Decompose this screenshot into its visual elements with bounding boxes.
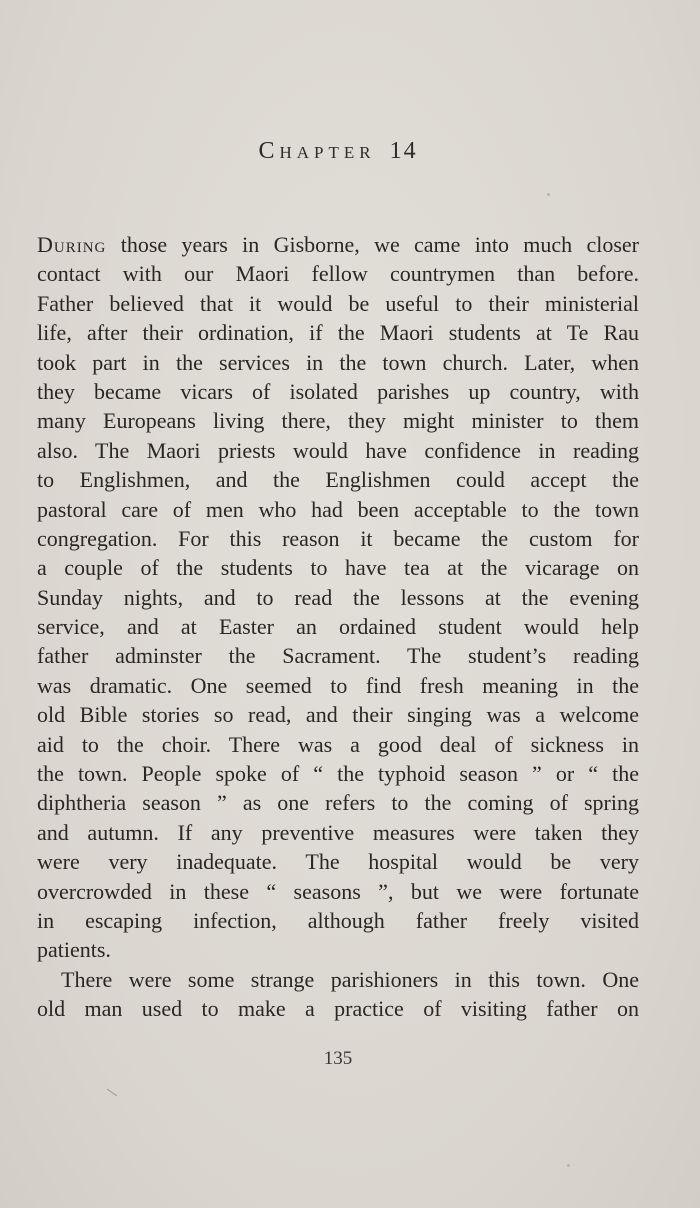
paper-speck [567,1164,570,1167]
chapter-label: Chapter [258,138,376,164]
line-text: those years in Gisborne, we came into much closer [106,232,639,257]
text-line: overcrowded in these “ seasons ”, but we were fortunate [37,878,639,904]
paper-speck [547,193,550,196]
chapter-number: 14 [389,138,418,164]
text-line: the town. People spoke of “ the typhoid season ” or “ the [37,761,639,787]
chapter-body [37,230,639,1024]
text-line: many Europeans living there, they might minister to them [37,408,639,434]
text-line: took part in the services in the town church. Later, when [37,349,639,375]
text-line: were very inadequate. The hospital would be very [37,849,639,875]
paper-scratch [107,1089,117,1097]
text-line: was dramatic. One seemed to find fresh meaning in the [37,672,639,698]
text-line: There were some strange parishioners in this town. One [61,966,639,992]
text-line: old man used to make a practice of visiting father on [37,996,639,1022]
text-line: service, and at Easter an ordained student would help [37,614,639,640]
text-line: congregation. For this reason it became the custom for [37,525,639,551]
text-line: life, after their ordination, if the Maori students at Te Rau [37,320,639,346]
text-line: they became vicars of isolated parishes up country, with [37,378,639,404]
text-line: patients. [37,937,111,963]
text-line: diphtheria season ” as one refers to the coming of spring [37,790,639,816]
text-line: contact with our Maori fellow countrymen than before. [37,261,639,287]
drop-word: During [37,232,107,257]
text-line: in escaping infection, although father freely visited [37,907,639,933]
text-line: Sunday nights, and to read the lessons at the evening [37,584,639,610]
text-line [37,230,639,259]
page-number: 135 [323,1048,353,1069]
text-line: pastoral care of men who had been acceptable to the town [37,496,639,522]
text-line: to Englishmen, and the Englishmen could accept the [37,467,639,493]
text-line: a couple of the students to have tea at the vicarage on [37,555,639,581]
text-line: also. The Maori priests would have confidence in reading [37,437,639,463]
chapter-heading [0,138,676,165]
text-line: father adminster the Sacrament. The student’s reading [37,643,639,669]
text-line: Father believed that it would be useful to their ministerial [37,290,639,316]
text-line: old Bible stories so read, and their singing was a welcome [37,702,639,728]
text-line: and autumn. If any preventive measures were taken they [37,819,639,845]
text-line: aid to the choir. There was a good deal of sickness in [37,731,639,757]
